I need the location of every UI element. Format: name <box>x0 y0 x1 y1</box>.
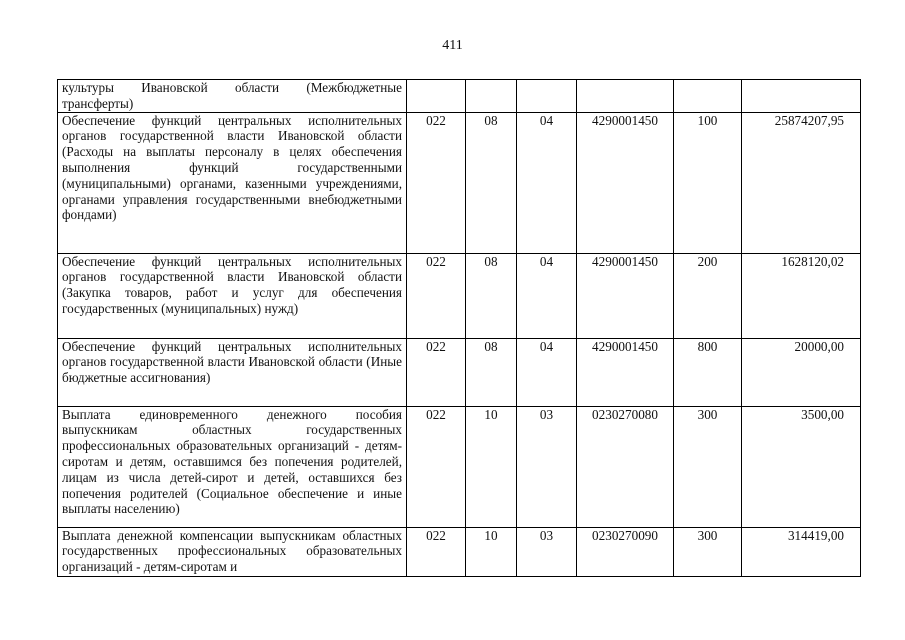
ministry-code: 022 <box>407 253 466 338</box>
target-article-code: 4290001450 <box>577 253 674 338</box>
expense-type-code: 800 <box>674 338 742 406</box>
subsection-code: 03 <box>517 406 577 527</box>
target-article-code <box>577 80 674 113</box>
target-article-code: 4290001450 <box>577 338 674 406</box>
table-row <box>58 527 861 576</box>
row-description: культуры Ивановской области (Межбюджетные трансферты) <box>58 80 407 113</box>
section-code: 08 <box>466 112 517 253</box>
ministry-code <box>407 80 466 113</box>
expense-type-code: 300 <box>674 406 742 527</box>
ministry-code: 022 <box>407 338 466 406</box>
row-description: Выплата денежной компенсации выпускникам областных государственных профессиональных образовательных организаций - детям-сиротам и <box>58 527 407 576</box>
row-description: Обеспечение функций центральных исполнительных органов государственной власти Ивановской области (Иные бюджетные ассигнования) <box>58 338 407 406</box>
expense-type-code: 300 <box>674 527 742 576</box>
section-code: 08 <box>466 253 517 338</box>
amount: 20000,00 <box>742 338 861 406</box>
table-row <box>58 80 861 113</box>
target-article-code: 4290001450 <box>577 112 674 253</box>
ministry-code: 022 <box>407 527 466 576</box>
subsection-code: 03 <box>517 527 577 576</box>
table-row <box>58 406 861 527</box>
row-description: Обеспечение функций центральных исполнительных органов государственной власти Ивановской области (Закупка товаров, работ и услуг для обеспечения государственных (муниципальных) нужд) <box>58 253 407 338</box>
amount: 3500,00 <box>742 406 861 527</box>
amount: 1628120,02 <box>742 253 861 338</box>
budget-table <box>57 79 861 577</box>
expense-type-code: 200 <box>674 253 742 338</box>
subsection-code: 04 <box>517 253 577 338</box>
expense-type-code: 100 <box>674 112 742 253</box>
subsection-code <box>517 80 577 113</box>
expense-type-code <box>674 80 742 113</box>
target-article-code: 0230270090 <box>577 527 674 576</box>
amount: 314419,00 <box>742 527 861 576</box>
section-code: 08 <box>466 338 517 406</box>
table-row <box>58 112 861 253</box>
target-article-code: 0230270080 <box>577 406 674 527</box>
section-code <box>466 80 517 113</box>
subsection-code: 04 <box>517 338 577 406</box>
row-description: Выплата единовременного денежного пособия выпускникам областных государственных профессиональных образовательных организаций - детям-сиротам и детям, оставшимся без попечения родителей, лицам из числа детей-сирот и детей, оставшихся без попечения родителей (Социальное обеспечение и иные выплаты населению) <box>58 406 407 527</box>
row-description: Обеспечение функций центральных исполнительных органов государственной власти Ивановской области (Расходы на выплаты персоналу в целях обеспечения выполнения функций государственными (муниципальными) органами, казенными учреждениями, органами управления государственными внебюджетными фондами) <box>58 112 407 253</box>
amount <box>742 80 861 113</box>
page-number: 411 <box>442 38 463 53</box>
subsection-code: 04 <box>517 112 577 253</box>
table-row <box>58 253 861 338</box>
amount: 25874207,95 <box>742 112 861 253</box>
ministry-code: 022 <box>407 112 466 253</box>
section-code: 10 <box>466 527 517 576</box>
ministry-code: 022 <box>407 406 466 527</box>
section-code: 10 <box>466 406 517 527</box>
table-row <box>58 338 861 406</box>
